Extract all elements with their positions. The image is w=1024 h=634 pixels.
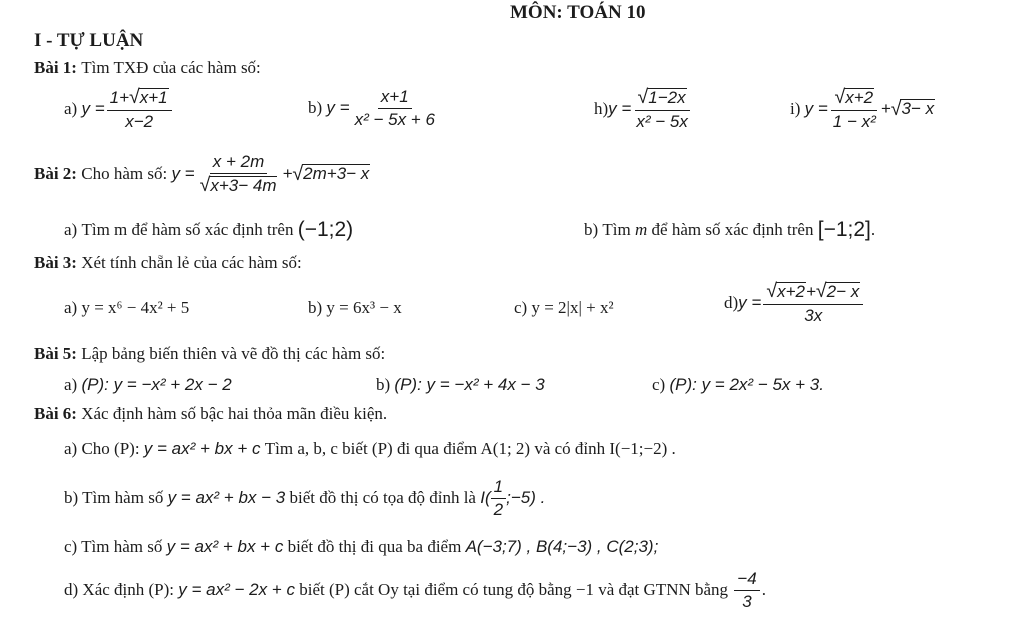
item-label: d) (724, 293, 739, 313)
expression: y = ax² + bx − 3 (167, 488, 286, 508)
bai5-prompt: Lập bảng biến thiên và vẽ đồ thị các hàm số: (81, 344, 386, 363)
min-fraction (734, 570, 759, 611)
interval: (−1;2) (297, 218, 354, 241)
bai1-item-a (64, 88, 174, 131)
item-text: biết (P) cắt Oy tại điểm có tung độ bằng −1 và đạt GTNN bằng (299, 580, 729, 600)
expression: y = 6x³ − x (326, 298, 402, 317)
item-label: h) (594, 99, 609, 119)
num-term: 1+ (109, 87, 130, 107)
item-label: b) (308, 98, 323, 118)
lhs: y = (804, 99, 828, 119)
vertex-open: I( (480, 488, 491, 508)
item-label: c) (514, 298, 528, 317)
radicand: x+3− 4m (210, 175, 277, 195)
bai6-title: Bài 6: (34, 404, 77, 423)
vertex-fraction (491, 478, 506, 519)
subject-heading: MÔN: TOÁN 10 (510, 2, 646, 23)
item-text: Tìm m để hàm số xác định trên (81, 220, 294, 239)
item-text: Tìm a, b, c biết (P) đi qua điểm A(1; 2) và có đỉnh I(−1;−2) . (264, 439, 676, 458)
radicand: x+1 (139, 88, 168, 107)
item-label: a) (64, 220, 78, 239)
denominator: x−2 (125, 111, 154, 131)
plus-sign: + (805, 281, 816, 301)
bai1-item-h (594, 88, 693, 131)
bai5-heading (34, 344, 385, 364)
section-title: I - TỰ LUẬN (34, 30, 144, 51)
bai6-prompt: Xác định hàm số bậc hai thỏa mãn điều kiện. (81, 404, 388, 423)
denominator: 2 (493, 499, 504, 519)
numerator: x + 2m (210, 153, 268, 174)
denominator: x² − 5x + 6 (354, 109, 435, 129)
bai6-part-b (64, 478, 545, 519)
radicand: 2m+3− x (303, 164, 370, 184)
expression: y = ax² + bx + c (143, 439, 261, 458)
bai5-item-b (376, 375, 545, 395)
denominator: 1 − x² (832, 111, 876, 131)
bai5-item-a (64, 375, 232, 395)
expression: (P): y = 2x² − 5x + 3. (669, 375, 824, 394)
fraction: x + 2m √ x+3− 4m (199, 152, 277, 196)
lhs: y = (326, 98, 350, 118)
bai1-prompt: Tìm TXĐ của các hàm số: (81, 58, 261, 77)
bai3-item-a (64, 298, 189, 318)
item-label: b) (308, 298, 323, 317)
radicand: 1−2x (648, 88, 686, 107)
bai6-heading (34, 404, 387, 424)
bai3-title: Bài 3: (34, 253, 77, 272)
bai5-title: Bài 5: (34, 344, 77, 363)
bai3-prompt: Xét tính chẵn lẻ của các hàm số: (81, 253, 302, 272)
item-label: a) (64, 375, 78, 394)
bai2-part-b (584, 218, 875, 242)
bai1-heading (34, 58, 261, 78)
item-label: a) (64, 298, 78, 317)
denominator: 3x (804, 305, 823, 325)
numerator: 1 (491, 478, 506, 499)
denominator: 3 (742, 591, 752, 611)
period: . (870, 220, 876, 239)
period: . (761, 580, 766, 600)
bai3-item-c (514, 298, 614, 318)
bai1-title: Bài 1: (34, 58, 77, 77)
bai1-item-b (308, 88, 440, 129)
denominator: x² − 5x (636, 111, 688, 131)
expression: y = 2|x| + x² (531, 298, 614, 317)
item-text-pre: c) Tìm hàm số (64, 537, 163, 556)
item-label: c) (652, 375, 666, 394)
bai2-heading: Bài 2: Cho hàm số: y = x + 2m √ x+3− 4m + √ 2m+3− x (34, 152, 370, 196)
bai6-part-c (64, 537, 658, 557)
bai3-item-d (724, 282, 865, 325)
item-text: biết đồ thị có tọa độ đỉnh là (289, 488, 476, 508)
fraction (352, 88, 438, 129)
variable-m: m (635, 220, 648, 239)
plus-sign: + (282, 164, 293, 184)
item-label: i) (790, 99, 801, 119)
item-label: b) (376, 375, 391, 394)
bai6-part-a (64, 439, 676, 459)
radicand: x+2 (777, 282, 805, 301)
lhs: y = (738, 293, 762, 313)
bai2-title: Bài 2: (34, 164, 77, 184)
bai3-item-b (308, 298, 402, 318)
expression: (P): y = −x² + 2x − 2 (81, 375, 232, 394)
numerator: −4 (734, 570, 759, 591)
lhs: y = (171, 164, 195, 184)
bai3-heading (34, 253, 302, 273)
numerator: x+1 (378, 88, 412, 109)
bai5-item-c (652, 375, 824, 395)
expression: (P): y = −x² + 4x − 3 (394, 375, 545, 394)
fraction: 1+ √ x+1 x−2 (107, 88, 172, 131)
bai2-prompt: Cho hàm số: (81, 164, 168, 184)
radicand: 3− x (901, 99, 935, 119)
vertex-close: ;−5) . (506, 488, 546, 508)
points: A(−3;7) , B(4;−3) , C(2;3); (465, 537, 659, 556)
lhs: y = (81, 99, 105, 119)
item-text-pre: a) Cho (P): (64, 439, 140, 458)
interval: [−1;2] (817, 218, 871, 241)
bai6-part-d (64, 570, 766, 611)
item-label: b) (584, 220, 599, 239)
fraction: √ x+2 1 − x² (830, 88, 879, 131)
bai2-part-a (64, 218, 353, 242)
item-text-pre: b) Tìm hàm số (64, 488, 164, 508)
item-text-pre: Tìm (602, 220, 631, 239)
plus-sign: + (880, 99, 891, 119)
bai1-item-i: i) y = √ x+2 1 − x² + √ 3− x (790, 86, 935, 131)
item-label: a) (64, 99, 78, 119)
expression: y = x⁶ − 4x² + 5 (81, 298, 190, 317)
item-text: biết đồ thị đi qua ba điểm (287, 537, 462, 556)
radicand: 2− x (826, 282, 860, 301)
item-text-pre: d) Xác định (P): (64, 580, 175, 600)
radicand: x+2 (845, 88, 874, 107)
expression: y = ax² − 2x + c (178, 580, 295, 600)
item-text: để hàm số xác định trên (651, 220, 814, 239)
fraction: √ x+2 + √ 2− x 3x (763, 282, 863, 325)
expression: y = ax² + bx + c (166, 537, 284, 556)
fraction: √ 1−2x x² − 5x (633, 88, 691, 131)
lhs: y = (608, 99, 632, 119)
